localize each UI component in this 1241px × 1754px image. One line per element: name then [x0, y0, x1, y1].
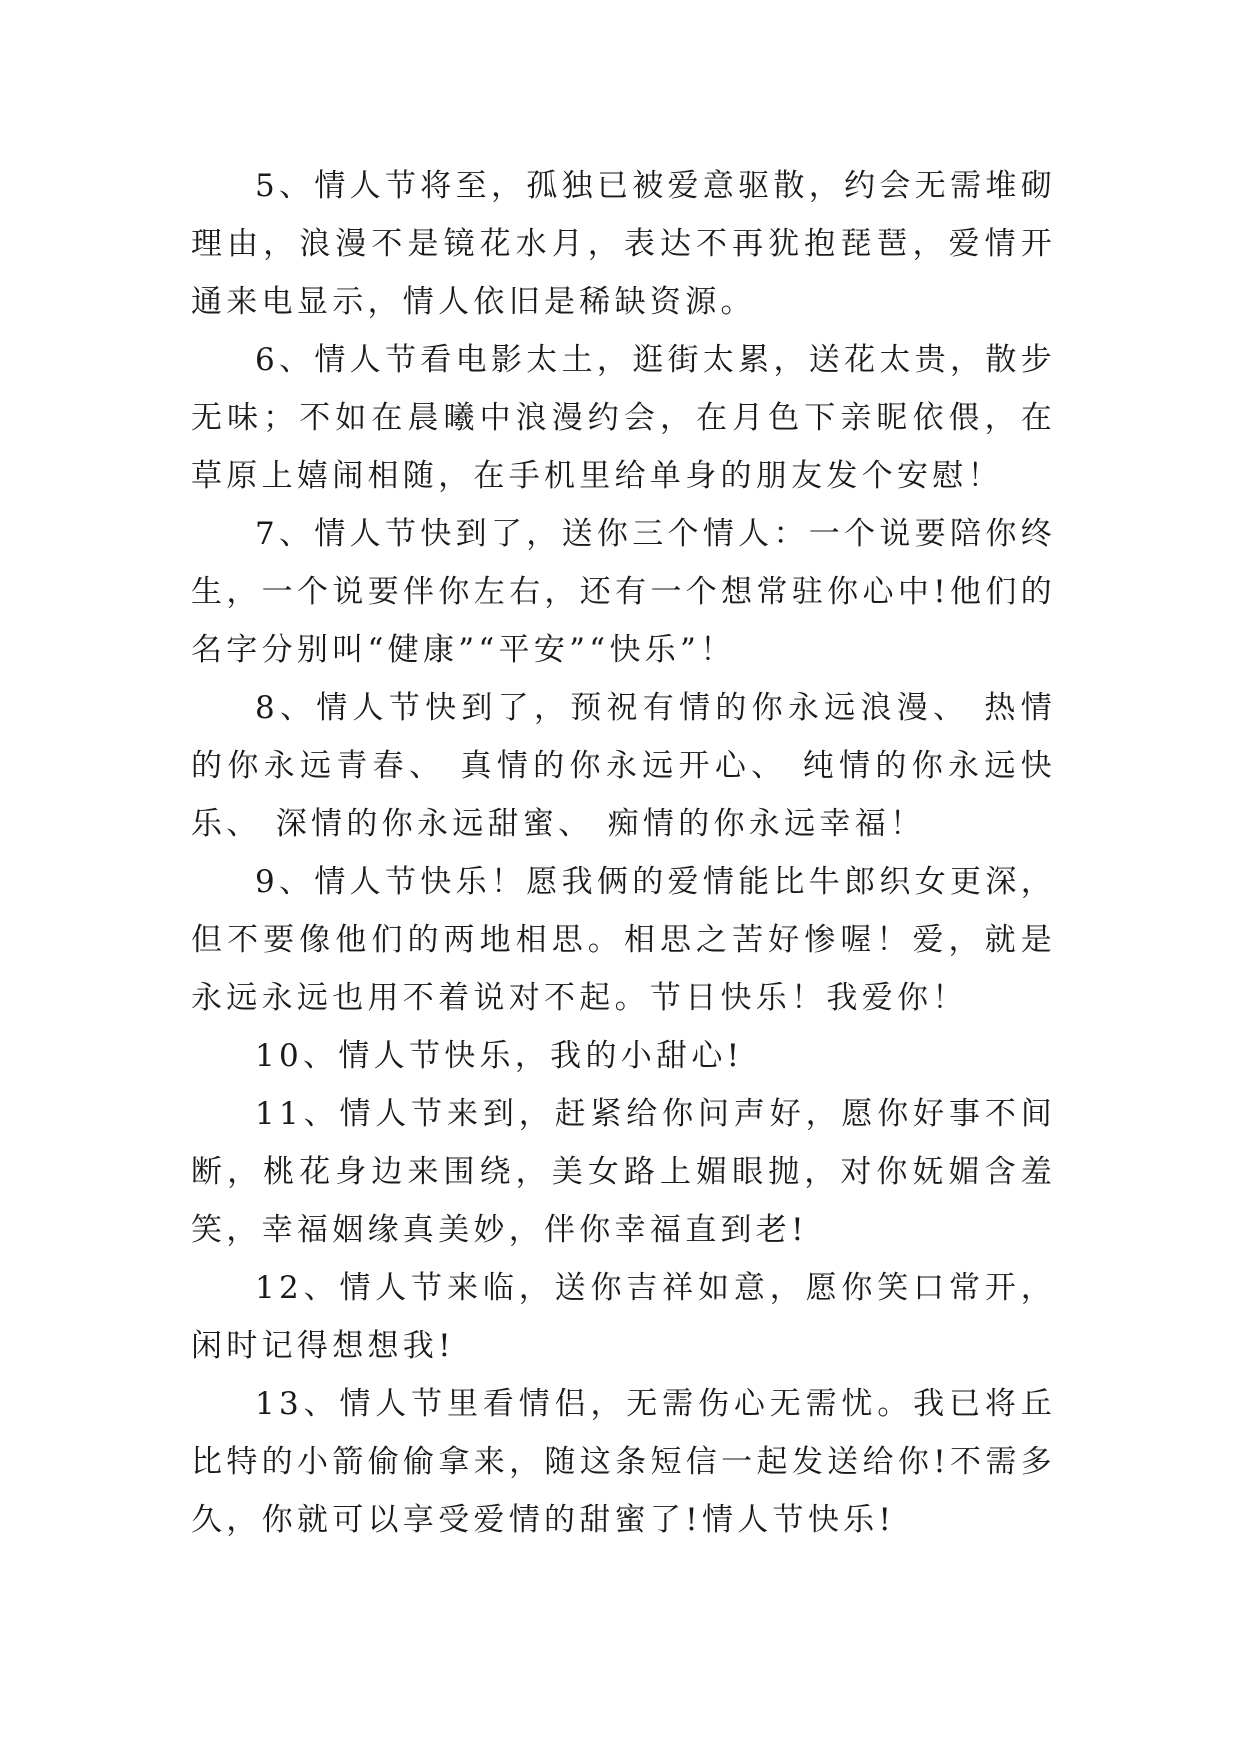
paragraph-8: 8、情人节快到了，预祝有情的你永远浪漫、 热情的你永远青春、 真情的你永远开心、 纯情的你永远快乐、 深情的你永远甜蜜、 痴情的你永远幸福！	[191, 690, 1056, 842]
paragraph-11: 11、情人节来到，赶紧给你问声好，愿你好事不间断，桃花身边来围绕，美女路上媚眼抛，对你妩媚含羞笑，幸福姻缘真美妙，伴你幸福直到老!	[191, 1096, 1056, 1248]
paragraph-9: 9、情人节快乐！愿我俩的爱情能比牛郎织女更深，但不要像他们的两地相思。相思之苦好惨喔！爱，就是永远永远也用不着说对不起。节日快乐！我爱你！	[191, 864, 1056, 1016]
paragraph-7: 7、情人节快到了，送你三个情人：一个说要陪你终生，一个说要伴你左右，还有一个想常驻你心中!他们的名字分别叫“健康”“平安”“快乐”！	[191, 516, 1056, 668]
paragraph-13: 13、情人节里看情侣，无需伤心无需忧。我已将丘比特的小箭偷偷拿来，随这条短信一起发送给你!不需多久，你就可以享受爱情的甜蜜了!情人节快乐!	[191, 1386, 1056, 1538]
paragraph-12: 12、情人节来临，送你吉祥如意，愿你笑口常开，闲时记得想想我!	[191, 1270, 1056, 1364]
paragraph-10: 10、情人节快乐，我的小甜心!	[255, 1038, 744, 1074]
paragraph-6: 6、情人节看电影太土，逛街太累，送花太贵，散步无味；不如在晨曦中浪漫约会，在月色下亲昵依偎，在草原上嬉闹相随，在手机里给单身的朋友发个安慰！	[191, 342, 1056, 494]
document-body	[191, 157, 1056, 1549]
paragraph-5: 5、情人节将至，孤独已被爱意驱散，约会无需堆砌理由，浪漫不是镜花水月，表达不再犹抱琵琶，爱情开通来电显示，情人依旧是稀缺资源。	[191, 168, 1056, 320]
